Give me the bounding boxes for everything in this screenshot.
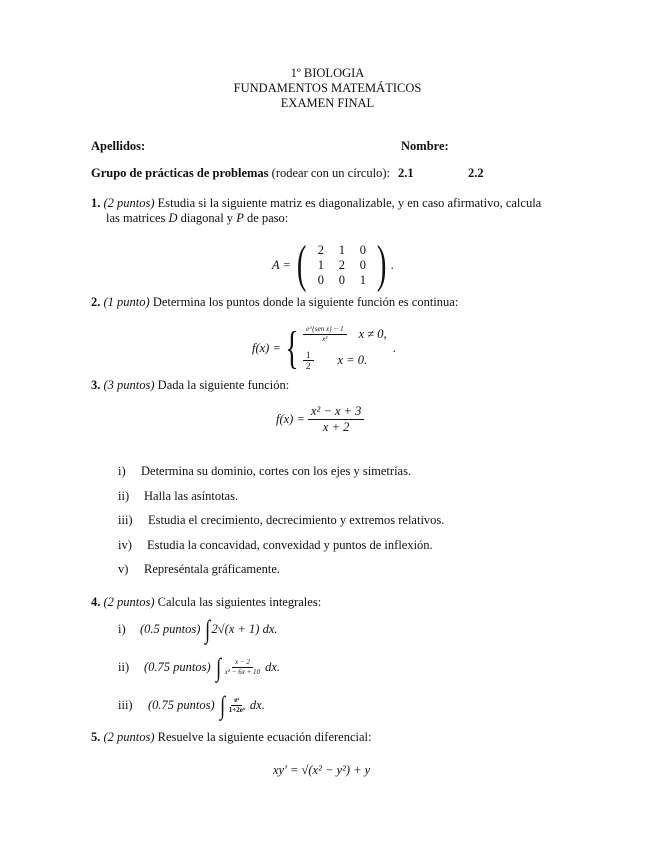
matrix-a — [272, 236, 394, 293]
item-label: iii) — [118, 513, 133, 527]
left-paren: ( — [296, 236, 307, 293]
cases — [303, 325, 387, 371]
item-points: (0.75 puntos) — [144, 660, 211, 674]
item-label: i) — [118, 464, 126, 478]
question-number: 3. — [91, 378, 101, 392]
numerator: eˣ — [231, 696, 242, 706]
question-2 — [91, 295, 571, 310]
numerator: x − 2 — [232, 658, 253, 668]
numerator: x² − x + 3 — [308, 404, 364, 420]
integrand-fraction — [222, 658, 263, 677]
list-item — [118, 562, 280, 577]
case-condition: x = 0. — [337, 353, 368, 367]
question-points: (2 puntos) — [103, 196, 155, 210]
matrix-cell: 1 — [359, 272, 366, 287]
group-instruction: (rodear con un círculo): — [271, 166, 391, 180]
numerator: e^{sen x} − 1 — [303, 325, 347, 335]
question-4 — [91, 595, 571, 610]
group-line — [91, 166, 390, 181]
punctuation: . — [390, 257, 394, 272]
list-item — [118, 538, 433, 553]
case-1 — [303, 325, 387, 344]
item-text: Determina su dominio, cortes con los ejes y simetrías. — [141, 464, 412, 478]
question-3 — [91, 378, 571, 393]
item-text: Estudia el crecimiento, decrecimiento y extremos relativos. — [148, 513, 445, 527]
equation: xy′ = √(x² − y²) + y — [273, 763, 371, 777]
question-points: (2 puntos) — [103, 730, 155, 744]
integral-sign: ∫ — [205, 615, 211, 644]
item-points: (0.5 puntos) — [140, 622, 201, 636]
integrand: 2√(x + 1) dx. — [211, 622, 278, 636]
question-5 — [91, 730, 571, 745]
denominator: x² — [322, 335, 328, 343]
question-number: 4. — [91, 595, 101, 609]
integral-item — [118, 615, 278, 644]
item-text: Estudia la concavidad, convexidad y puntos de inflexión. — [147, 538, 433, 552]
integrand-tail: dx. — [249, 698, 265, 712]
group-label: Grupo de prácticas de problemas — [91, 166, 269, 180]
function-definition — [276, 404, 364, 435]
exam-title: EXAMEN FINAL — [280, 96, 375, 110]
question-text: Determina los puntos donde la siguiente función es continua: — [152, 295, 459, 309]
function-fraction — [308, 404, 364, 435]
item-text: Halla las asíntotas. — [144, 489, 239, 503]
integrand-fraction — [226, 696, 248, 715]
numerator: 1 — [303, 350, 314, 361]
question-text: las matrices — [106, 211, 166, 225]
question-text: Resuelve la siguiente ecuación diferencial: — [157, 730, 372, 744]
matrix-entries — [310, 243, 373, 288]
matrix-cell: 2 — [338, 257, 345, 272]
left-brace: { — [285, 322, 299, 373]
function-lhs: f(x) = — [252, 340, 281, 355]
item-label: v) — [118, 562, 129, 576]
question-text: Estudia si la siguiente matriz es diagonalizable, y en caso afirmativo, calcula — [157, 196, 542, 210]
piecewise-function — [252, 322, 396, 374]
math-symbol: P — [236, 211, 244, 225]
question-number: 1. — [91, 196, 101, 210]
question-text: diagonal y — [180, 211, 234, 225]
item-label: ii) — [118, 489, 130, 503]
question-points: (1 punto) — [103, 295, 150, 309]
integral-sign: ∫ — [219, 691, 225, 720]
denominator: x² − 6x + 10 — [224, 668, 261, 676]
list-item — [118, 513, 444, 528]
item-label: iv) — [118, 538, 132, 552]
case-2-fraction — [303, 350, 314, 371]
question-text: Calcula las siguientes integrales: — [157, 595, 322, 609]
matrix-cell: 0 — [359, 257, 366, 272]
matrix-cell: 2 — [317, 242, 324, 257]
denominator: 2 — [306, 361, 311, 371]
item-text: Represéntala gráficamente. — [144, 562, 281, 576]
function-lhs: f(x) = — [276, 412, 305, 426]
punctuation: . — [392, 340, 396, 355]
matrix-cell: 0 — [338, 272, 345, 287]
item-points: (0.75 puntos) — [148, 698, 215, 712]
question-text: Dada la siguiente función: — [157, 378, 290, 392]
matrix-cell: 1 — [317, 257, 324, 272]
apellidos-label: Apellidos: — [91, 139, 146, 153]
item-label: ii) — [118, 660, 130, 674]
case-condition: x ≠ 0, — [358, 327, 387, 341]
denominator: 1+2eˣ — [228, 706, 245, 714]
matrix-lhs: A = — [272, 257, 291, 272]
matrix-cell: 0 — [359, 242, 366, 257]
math-symbol: D — [168, 211, 178, 225]
integral-item — [118, 653, 280, 682]
question-points: (2 puntos) — [103, 595, 155, 609]
right-paren: ) — [377, 236, 387, 293]
question-text: de paso: — [246, 211, 289, 225]
integral-item — [118, 691, 265, 720]
denominator: x + 2 — [322, 420, 350, 434]
course-title: 1º BIOLOGIA — [290, 66, 365, 80]
item-label: iii) — [118, 698, 133, 712]
group-option-2: 2.2 — [468, 166, 484, 180]
matrix-cell: 1 — [338, 242, 345, 257]
subject-title: FUNDAMENTOS MATEMÁTICOS — [233, 81, 422, 95]
list-item — [118, 464, 411, 479]
matrix-cell: 0 — [317, 272, 324, 287]
list-item — [118, 489, 238, 504]
question-points: (3 puntos) — [103, 378, 155, 392]
integral-sign: ∫ — [215, 653, 221, 682]
case-1-fraction — [303, 325, 347, 344]
question-1 — [91, 196, 571, 226]
case-2 — [303, 350, 387, 371]
question-number: 5. — [91, 730, 101, 744]
integrand-tail: dx. — [265, 660, 280, 674]
question-number: 2. — [91, 295, 101, 309]
nombre-label: Nombre: — [401, 139, 449, 153]
group-option-1: 2.1 — [398, 166, 414, 180]
differential-equation — [273, 763, 370, 778]
item-label: i) — [118, 622, 126, 636]
